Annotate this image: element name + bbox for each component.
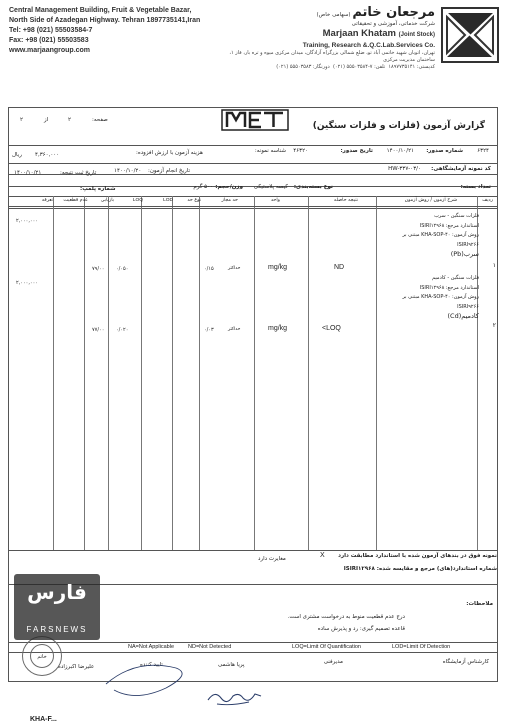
- table-row-1-limit-type: حداکثر: [228, 266, 241, 271]
- report-title: گزارش آزمون (فلزات و فلزات سنگین): [312, 121, 485, 131]
- count-label: تعداد بسته:: [460, 184, 491, 190]
- sample-id-label: شناسه نمونه:: [254, 148, 286, 154]
- watermark-brand: فارس: [27, 580, 87, 604]
- company-name-en: Marjaan Khatam: [322, 28, 397, 39]
- col-uncertainty-header: عدم قطعیت: [63, 198, 88, 203]
- lot-label: شماره پلمپ:: [80, 186, 116, 192]
- signature-tech-manager: مدیرفنی: [323, 659, 343, 665]
- col-lod-header: LOD: [163, 198, 173, 203]
- col-tariff-header: تعرفه: [41, 198, 53, 203]
- conclusion-non-label: مغایرت دارد: [258, 556, 286, 562]
- page-total: ۲: [20, 117, 23, 123]
- sample-id: ۴۶۳۲۰: [293, 148, 308, 154]
- company-fax: دورنگار: ۵۵۵۰۳۵۸۳ (۰۲۱): [276, 64, 330, 70]
- notes-label: ملاحظات:: [466, 601, 493, 607]
- col-result-header: نتیجه حاصله: [333, 198, 358, 203]
- col-desc-header: شرح آزمون / روش آزمون: [404, 198, 457, 203]
- page-of: از: [44, 117, 49, 123]
- conclusion-text: نمونه فوق در بندهای آزمون شده با استاندارد مطابقت دارد: [338, 553, 497, 559]
- company-subtitle: شرکت خدماتی، آموزشی و تحقیقاتی: [351, 21, 435, 27]
- company-postal: کدپستی: ۱۸۹۷۷۳۵۱۴۱: [388, 64, 435, 70]
- col-limit-header: حد مجاز: [221, 198, 238, 203]
- header-tel: Tel: +98 (021) 55503584-7: [9, 27, 93, 34]
- company-name-fa: مرجعان خاتم: [352, 5, 435, 20]
- notes-line-2: قاعده تصمیم گیری: رد و پذیرش ساده: [317, 626, 405, 632]
- header-persian: [220, 5, 435, 71]
- table-row-1-result: ND: [334, 264, 345, 271]
- packing-label: نوع بسته‌بندی:: [293, 184, 333, 190]
- signature-approver-name: علیرضا اکبرزاده: [58, 664, 95, 670]
- header-address-line1: Central Management Building, Fruit & Vegetable Bazar,: [9, 7, 192, 14]
- company-address: تهران، اتوبان شهید خاتمی آباد تو، ضلع شمالی بزرگراه آزادگان، میدان مرکزی میوه و تره بار، فاز ۱، ساختمان مدیریت مرکزی: [229, 50, 435, 63]
- legend-na: NA=Not Applicable: [128, 644, 175, 650]
- table-row-2-index: ۲: [492, 322, 496, 329]
- table-row-2-limit-type: حداکثر: [228, 327, 241, 332]
- test-date: ۱۴۰۰/۱۰/۲۰: [114, 168, 142, 174]
- col-recovery-header: بازیابی: [100, 198, 114, 203]
- company-services-en: Training, Research &.Q.C.Lab.Services Co.: [302, 42, 435, 49]
- weight-value: ۵۰۰ گرم: [193, 184, 213, 190]
- conclusion-mark: X: [320, 552, 325, 559]
- company-logo-icon: [441, 7, 499, 63]
- col-unit-header: واحد: [270, 198, 280, 203]
- report-number: ۶۳۲۴: [477, 148, 489, 154]
- fee-label: هزینه آزمون با ارزش افزوده:: [136, 150, 203, 156]
- table-row-1-loq: ۰/۰۵۰: [116, 266, 129, 272]
- table-row-1-unit: mg/kg: [268, 264, 288, 271]
- table-row-1-desc: فلزات سنگین - سرب استاندارد مرجع: ISIRI۱۲۹۶۸ روش آزمون: KHA-SOP-۴۰ مبتنی بر ISIRI۹۲۶۶ سرب(Pb): [402, 213, 479, 258]
- signature-loop-icon: [96, 654, 196, 704]
- stamp-text: خاتم: [30, 644, 54, 668]
- weight-label: وزن/حجم:: [215, 184, 243, 190]
- table-row-2-limit: ۰/۰۳: [204, 327, 214, 333]
- fee-value: ۴,۳۶۰,۰۰۰: [35, 152, 60, 158]
- company-type: (سهامی خاص): [316, 12, 351, 18]
- farsnews-watermark: [14, 574, 100, 640]
- table-row-2-recovery: ۷۷/۰۰: [92, 327, 105, 333]
- table-row-2-tariff: ۲,۰۰۰,۰۰۰: [16, 218, 38, 224]
- header-address-line2: North Side of Azadegan Highway. Tehran 1897735141,Iran: [9, 17, 201, 24]
- lab-code: HW-۳۳۷-۰۳/۰: [388, 166, 421, 172]
- legend-nd: ND=Not Detected: [188, 644, 232, 650]
- table-row-1-index: ۱: [492, 262, 496, 269]
- col-limit-type-header: نوع حد: [187, 198, 201, 203]
- table-row-2-unit: mg/kg: [268, 325, 288, 332]
- signature-scribble-icon: [205, 686, 265, 708]
- legend-lod: LOD=Limit Of Detection: [392, 644, 451, 650]
- result-date-label: تاریخ ثبت نتیجه:: [60, 170, 97, 176]
- table-row-1-limit: ۰/۱۵: [204, 266, 214, 272]
- footer-code: KHA-F...: [30, 716, 57, 723]
- company-joint: (Joint Stock): [398, 32, 435, 38]
- watermark-sub: FARSNEWS: [26, 625, 88, 634]
- issue-date-label: تاریخ صدور:: [340, 148, 373, 154]
- fee-currency: ریال: [12, 152, 22, 158]
- lab-code-label: کد نمونه آزمایشگاهی:: [431, 166, 491, 172]
- signature-approver: تایید کننده: [140, 662, 163, 668]
- signature-expert: کارشناس آزمایشگاه: [442, 659, 489, 665]
- header-fax: Fax: +98 (021) 55503583: [9, 37, 89, 44]
- signature-qc-name: پریا هاشمی: [218, 662, 245, 668]
- test-date-label: تاریخ انجام آزمون:: [148, 168, 190, 174]
- standard-line: شماره استاندارد(های) مرجع و مقایسه شده: ISIRI۱۲۹۶۸: [343, 566, 497, 572]
- table-row-2-desc: فلزات سنگین - کادمیم استاندارد مرجع: ISIRI۱۲۹۶۸ روش آزمون: KHA-SOP-۴۰ مبتنی بر ISIRI۹۲۶۶ کادمیم(Cd): [402, 275, 479, 320]
- page-label: صفحه:: [92, 117, 108, 123]
- table-row-1-recovery: ۷۹/۰۰: [92, 266, 105, 272]
- col-row-header: ردیف: [482, 198, 493, 203]
- table-row-2-loq: ۰/۰۲۰: [116, 327, 129, 333]
- table-row-1-tariff: ۲,۰۰۰,۰۰۰: [16, 280, 38, 286]
- table-row-2-result: <LOQ: [322, 325, 341, 332]
- header-web: www.marjaangroup.com: [9, 47, 91, 54]
- company-phone: تلفن: ۷-۵۵۵۰۳۵۸۴ (۰۲۱): [332, 64, 386, 70]
- page-current: ۲: [68, 117, 71, 123]
- met-logo-icon: [221, 109, 289, 131]
- notes-line-1: درج عدم قطعیت منوط به درخواست مشتری است.: [287, 614, 405, 620]
- result-date: ۱۴۰۰/۱۰/۲۱: [14, 170, 42, 176]
- col-loq-header: LOQ: [132, 198, 143, 203]
- legend-loq: LOQ=Limit Of Quantification: [292, 644, 361, 650]
- issue-date: ۱۴۰۰/۱۰/۲۱: [386, 148, 414, 154]
- packing-value: کیسه پلاستیکی: [253, 184, 288, 190]
- report-number-label: شماره صدور:: [426, 148, 463, 154]
